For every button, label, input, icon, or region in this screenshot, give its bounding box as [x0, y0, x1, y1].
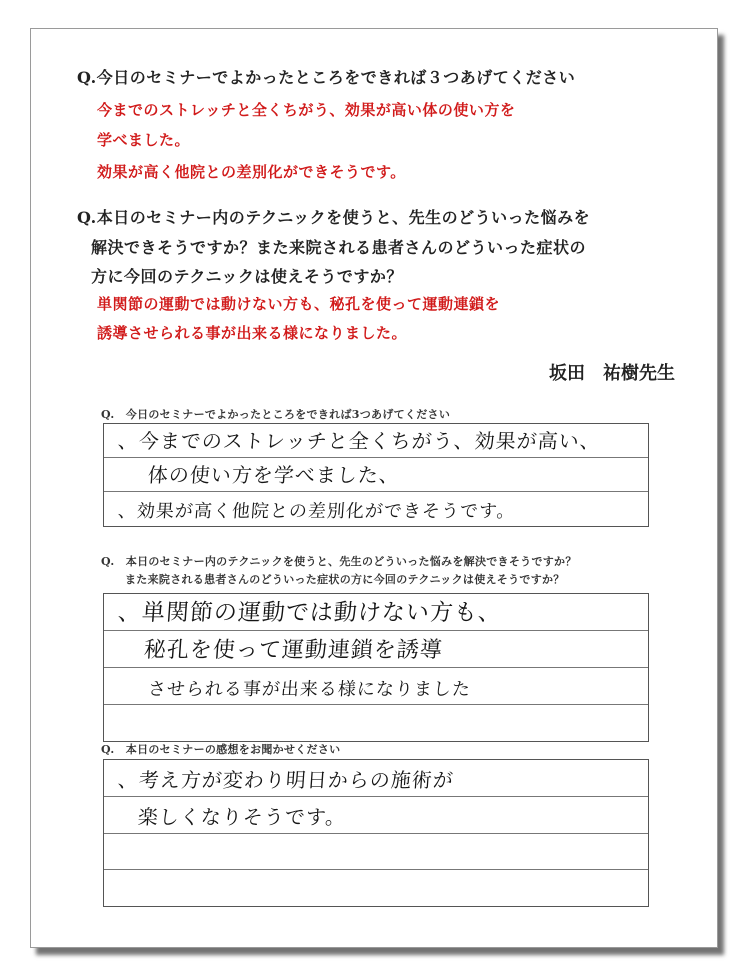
handwritten-line: 、今までのストレッチと全くちがう、効果が高い、 [117, 429, 602, 453]
handwritten-line: 、考え方が変わり明日からの施術が [117, 768, 455, 792]
form-question-2-label-2: また来院される患者さんのどういった症状の方に今回のテクニックは使えそうですか？ [125, 573, 565, 586]
form-answer-3-row [104, 870, 648, 906]
form-answer-1-row [104, 424, 648, 458]
handwritten-line: 秘孔を使って運動連鎖を誘導 [142, 638, 444, 663]
handwritten-line: させられる事が出来る様になりました [147, 679, 472, 700]
handwritten-line: 、効果が高く他院との差別化ができそうです。 [117, 501, 517, 522]
typed-question-2-line-2: 解決できそうですか？また来院される患者さんのどういった症状の [91, 238, 587, 257]
form-question-3-label: Q. 本日のセミナーの感想をお聞かせください [101, 743, 341, 756]
typed-question-2-line-3: 方に今回のテクニックは使えそうですか？ [91, 267, 403, 286]
form-answer-1-row [104, 492, 648, 526]
form-answer-box-1 [103, 423, 649, 527]
form-answer-3-row [104, 760, 648, 797]
form-answer-2-row [104, 668, 648, 705]
handwritten-line: 、単関節の運動では動けない方も、 [116, 600, 503, 626]
form-question-1-label: Q. 今日のセミナーでよかったところをできれば3つあげてください [101, 408, 451, 421]
typed-question-1: Q.今日のセミナーでよかったところをできれば３つあげてください [77, 68, 576, 87]
signature: 坂田 祐樹先生 [549, 363, 675, 384]
form-answer-3-row [104, 834, 648, 870]
typed-question-2-line-1: Q.本日のセミナー内のテクニックを使うと、先生のどういった悩みを [77, 208, 591, 227]
form-answer-2-row [104, 705, 648, 741]
form-answer-box-2 [103, 593, 649, 742]
handwritten-line: 楽しくなりそうです。 [137, 805, 348, 829]
form-answer-1-row [104, 458, 648, 492]
form-question-2-label-1: Q. 本日のセミナー内のテクニックを使うと、先生のどういった悩みを解決できそうですか？ [101, 555, 577, 568]
typed-answer-2-line-1: 単関節の運動では動けない方も、秘孔を使って運動連鎖を [97, 295, 501, 313]
typed-answer-1-line-1: 今までのストレッチと全くちがう、効果が高い体の使い方を [97, 101, 516, 119]
handwritten-line: 体の使い方を学べました、 [147, 463, 401, 487]
form-answer-3-row [104, 797, 648, 834]
typed-answer-1-line-3: 効果が高く他院との差別化ができそうです。 [97, 163, 406, 181]
form-answer-2-row [104, 594, 648, 631]
form-answer-box-3 [103, 759, 649, 907]
survey-sheet [30, 28, 718, 948]
typed-answer-1-line-2: 学べました。 [97, 131, 191, 149]
typed-answer-2-line-2: 誘導させられる事が出来る様になりました。 [97, 324, 408, 342]
form-answer-2-row [104, 631, 648, 668]
